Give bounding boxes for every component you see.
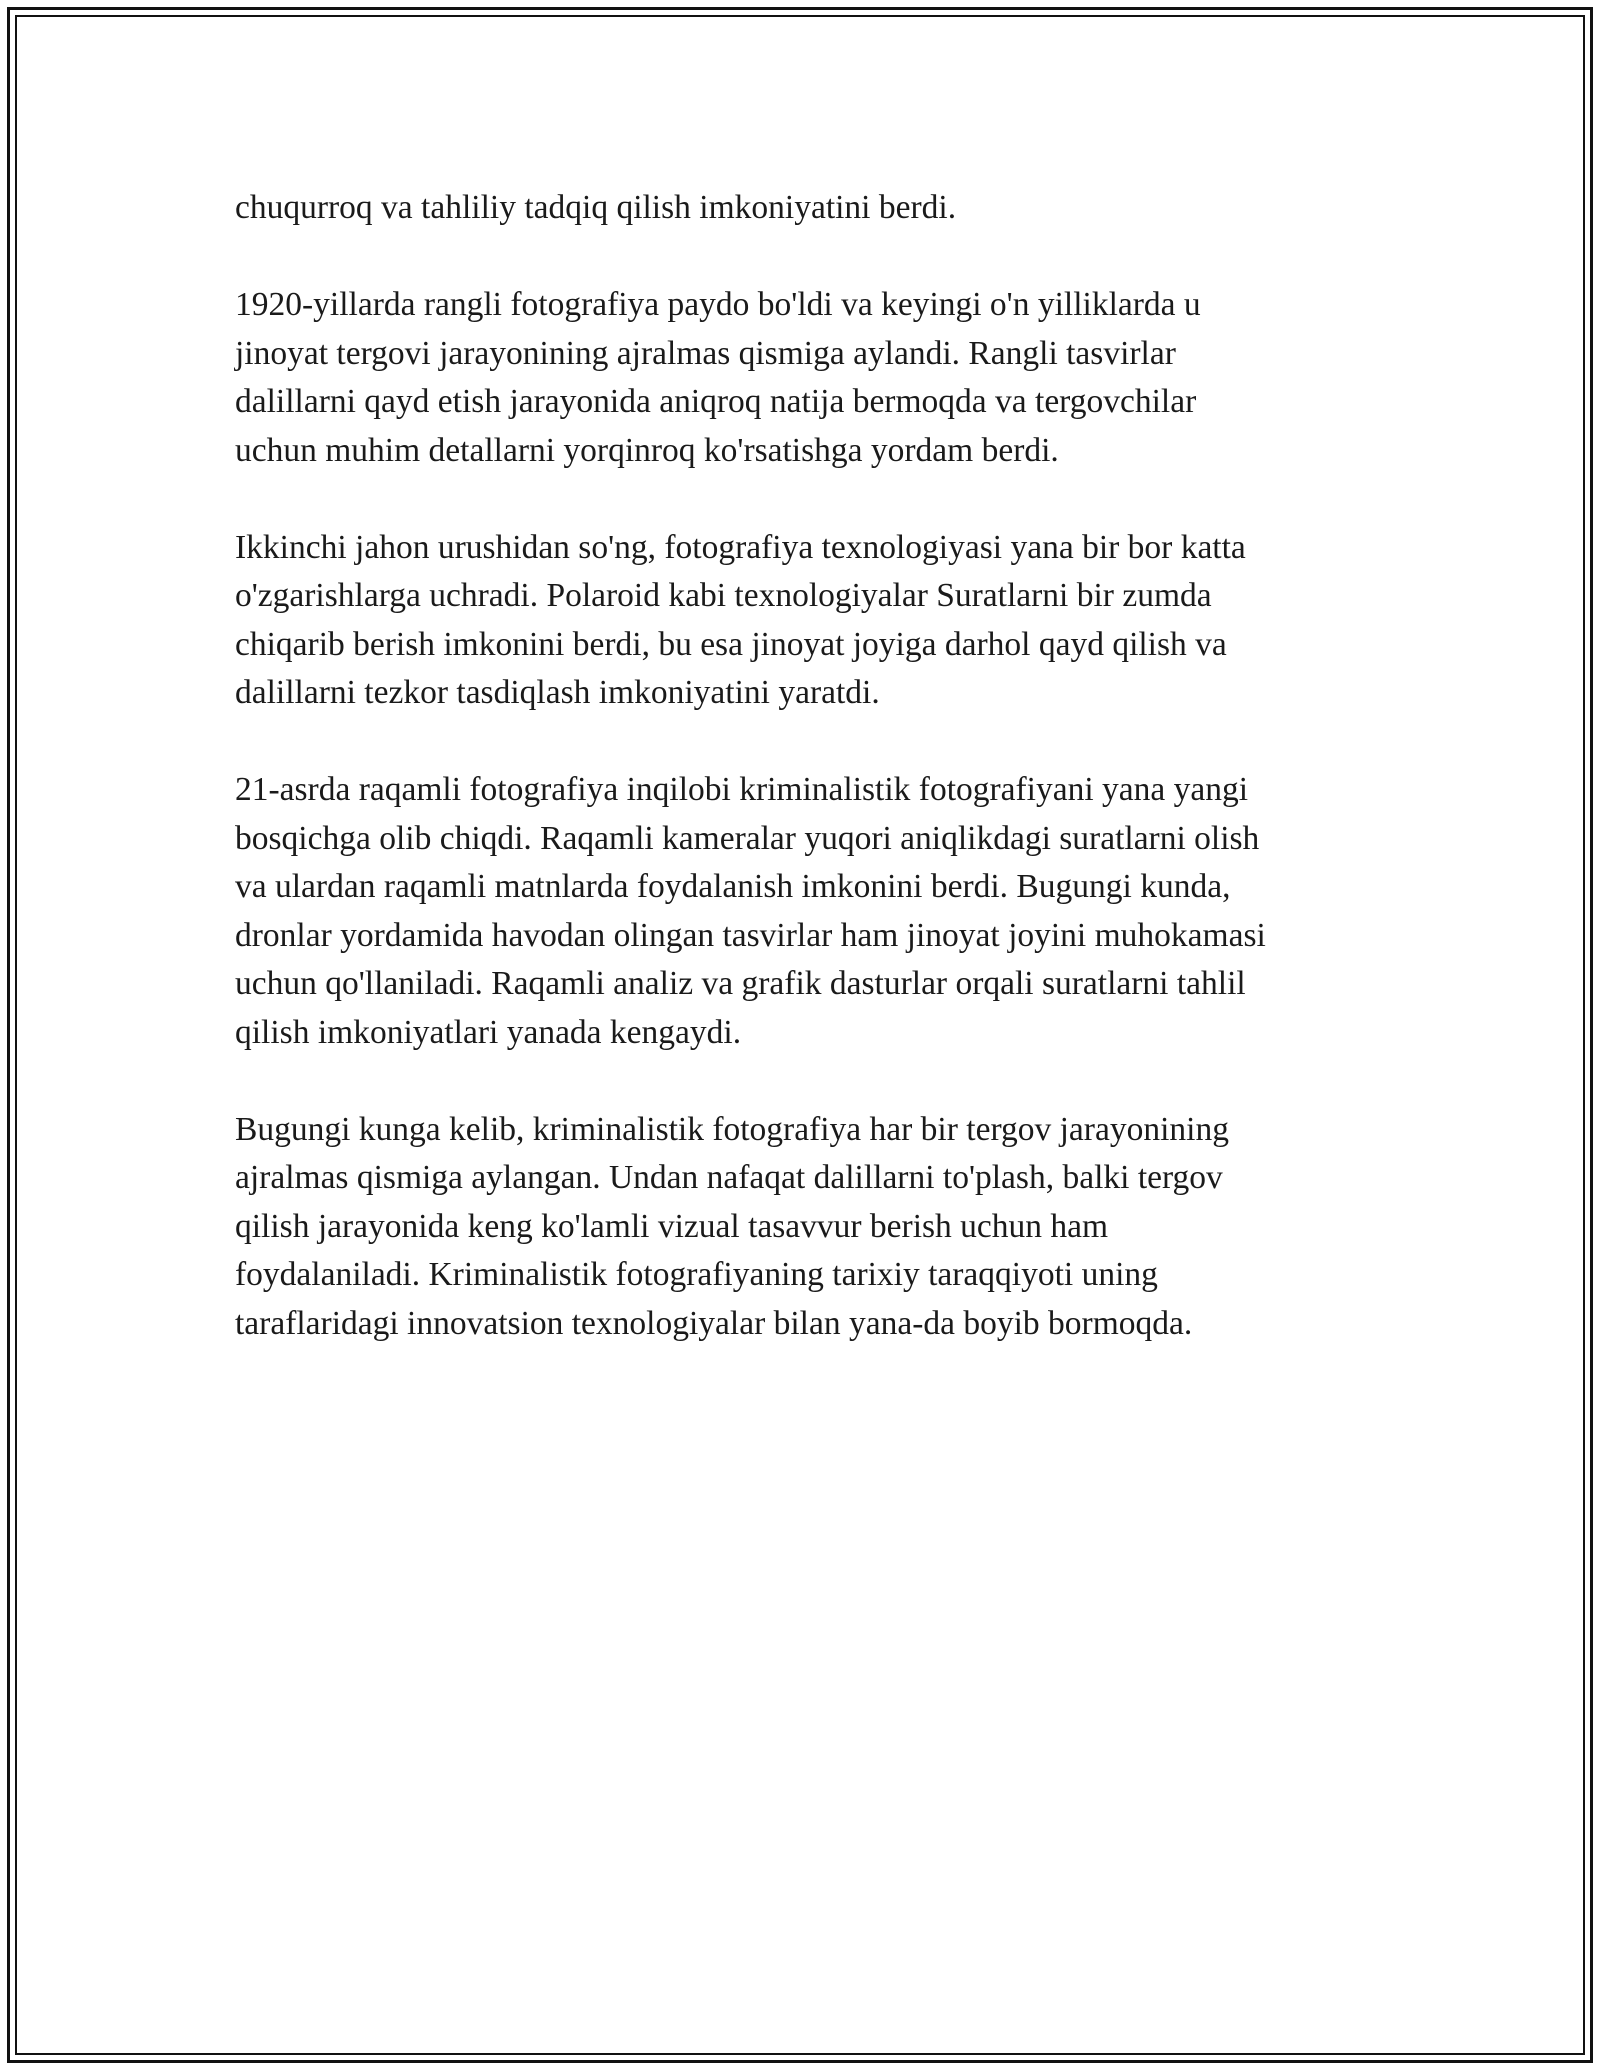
text-line: qilish jarayonida keng ko'lamli vizual tasavvur berish uchun ham bbox=[235, 1207, 1109, 1245]
text-line: Bugungi kunga kelib, kriminalistik fotografiya har bir tergov jarayonining bbox=[235, 1110, 1229, 1148]
text-line: va ulardan raqamli matnlarda foydalanish imkonini berdi. Bugungi kunda, bbox=[235, 868, 1231, 905]
text-line: qilish imkoniyatlari yanada kengaydi. bbox=[235, 1013, 742, 1051]
paragraph-4 bbox=[235, 766, 1375, 1057]
document-body bbox=[235, 184, 1375, 1348]
paragraph-5 bbox=[235, 1106, 1375, 1349]
text-line: chuqurroq va tahliliy tadqiq qilish imkoniyatini berdi. bbox=[235, 189, 957, 226]
text-line: foydalaniladi. Kriminalistik fotografiyaning tarixiy taraqqiyoti uning bbox=[235, 1256, 1158, 1293]
text-line: taraflaridagi innovatsion texnologiyalar bilan yana-da boyib bormoqda. bbox=[235, 1304, 1193, 1342]
text-line: 21-asrda raqamli fotografiya inqilobi kriminalistik fotografiyani yana yangi bbox=[235, 771, 1249, 808]
paragraph-1 bbox=[235, 184, 1375, 233]
text-line: uchun qo'llaniladi. Raqamli analiz va grafik dasturlar orqali suratlarni tahlil bbox=[235, 965, 1246, 1002]
text-line: dronlar yordamida havodan olingan tasvirlar ham jinoyat joyini muhokamasi bbox=[235, 916, 1266, 954]
paragraph-2 bbox=[235, 281, 1375, 475]
text-line: 1920-yillarda rangli fotografiya paydo bo'ldi va keyingi o'n yilliklarda u bbox=[235, 286, 1201, 323]
text-line: ajralmas qismiga aylangan. Undan nafaqat dalillarni to'plash, balki tergov bbox=[235, 1159, 1223, 1196]
paragraph-3 bbox=[235, 524, 1375, 718]
text-line: uchun muhim detallarni yorqinroq ko'rsatishga yordam berdi. bbox=[235, 431, 1059, 469]
text-line: bosqichga olib chiqdi. Raqamli kameralar yuqori aniqlikdagi suratlarni olish bbox=[235, 819, 1260, 857]
text-line: dalillarni qayd etish jarayonida aniqroq natija bermoqda va tergovchilar bbox=[235, 383, 1197, 420]
text-line: jinoyat tergovi jarayonining ajralmas qismiga aylandi. Rangli tasvirlar bbox=[235, 334, 1176, 372]
text-line: Ikkinchi jahon urushidan so'ng, fotografiya texnologiyasi yana bir bor katta bbox=[235, 528, 1246, 566]
text-line: dalillarni tezkor tasdiqlash imkoniyatini yaratdi. bbox=[235, 674, 880, 711]
text-line: chiqarib berish imkonini berdi, bu esa jinoyat joyiga darhol qayd qilish va bbox=[235, 625, 1227, 663]
text-line: o'zgarishlarga uchradi. Polaroid kabi texnologiyalar Suratlarni bir zumda bbox=[235, 577, 1212, 614]
